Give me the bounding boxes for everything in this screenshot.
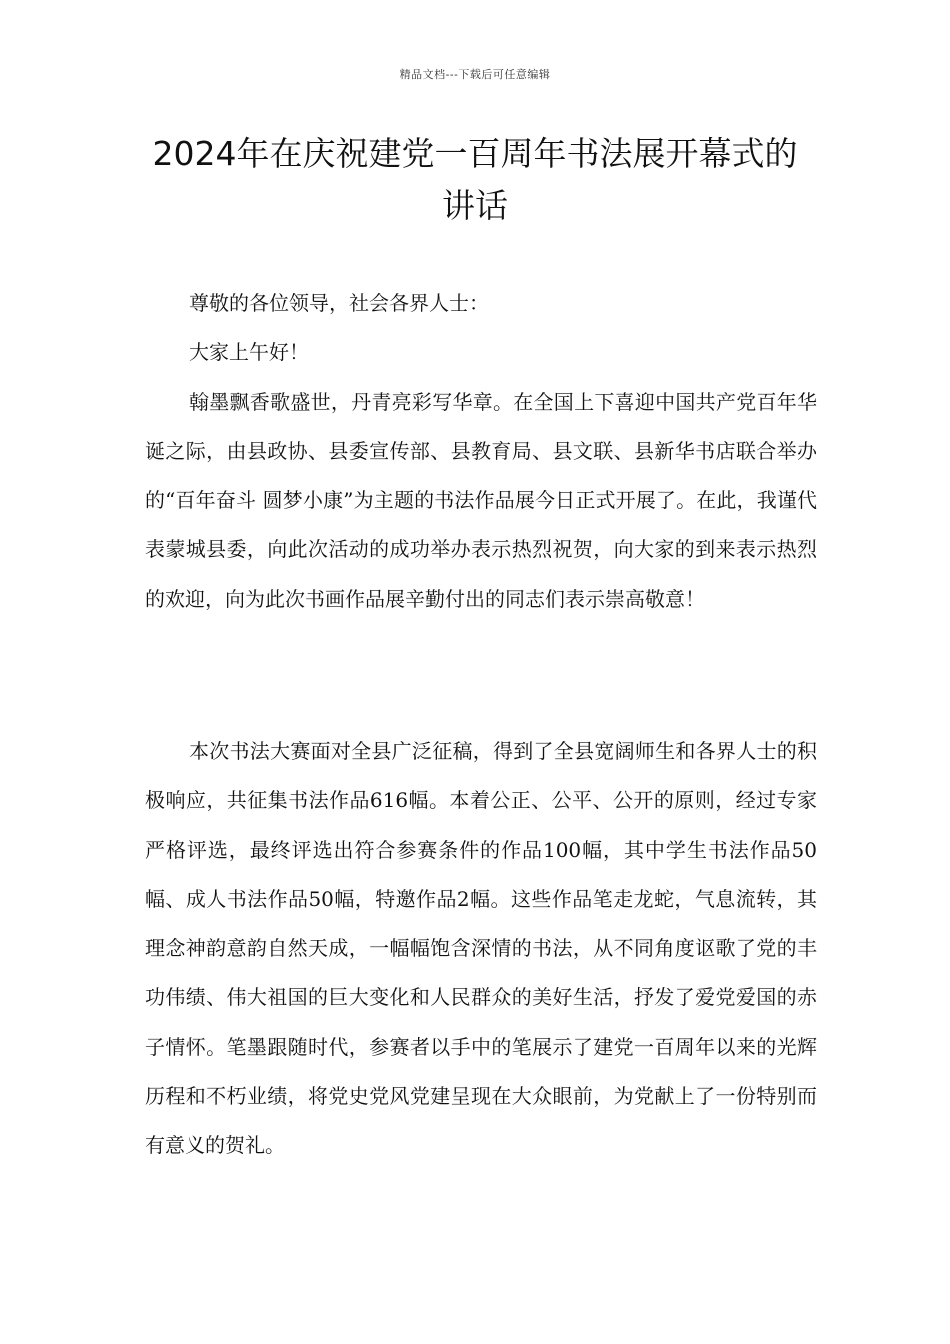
- document-header-note: 精品文档---下载后可任意编辑: [399, 68, 551, 81]
- document-title: 2024年在庆祝建党一百周年书法展开幕式的讲话: [152, 134, 798, 225]
- greeting-paragraph: 大家上午好！: [189, 340, 309, 365]
- salutation-paragraph: 尊敬的各位领导，社会各界人士：: [189, 291, 489, 315]
- document-body-top: [145, 279, 817, 624]
- contest-summary-paragraph: 本次书法大赛面对全县广泛征稿，得到了全县宽阔师生和各界人士的积极响应，共征集书法作品616幅。本着公正、公平、公开的原则，经过专家严格评选，最终评选出符合参赛条件的作品100幅，其中学生书法作品50幅、成人书法作品50幅，特邀作品2幅。这些作品笔走龙蛇，气息流转，其理念神韵意韵自然天成，一幅幅饱含深情的书法，从不同角度讴歌了党的丰功伟绩、伟大祖国的巨大变化和人民群众的美好生活，抒发了爱党爱国的赤子情怀。笔墨跟随时代，参赛者以手中的笔展示了建党一百周年以来的光辉历程和不朽业绩，将党史党风党建呈现在大众眼前，为党献上了一份特别而有意义的贺礼。: [145, 739, 817, 1158]
- opening-paragraph: 翰墨飘香歌盛世，丹青亮彩写华章。在全国上下喜迎中国共产党百年华诞之际，由县政协、县委宣传部、县教育局、县文联、县新华书店联合举办的“百年奋斗 圆梦小康”为主题的书法作品展今日正式开展了。在此，我谨代表蒙城县委，向此次活动的成功举办表示热烈祝贺，向大家的到来表示热烈的欢迎，向为此次书画作品展辛勤付出的同志们表示崇高敬意！: [145, 389, 817, 611]
- document-body-bottom: [145, 727, 817, 1171]
